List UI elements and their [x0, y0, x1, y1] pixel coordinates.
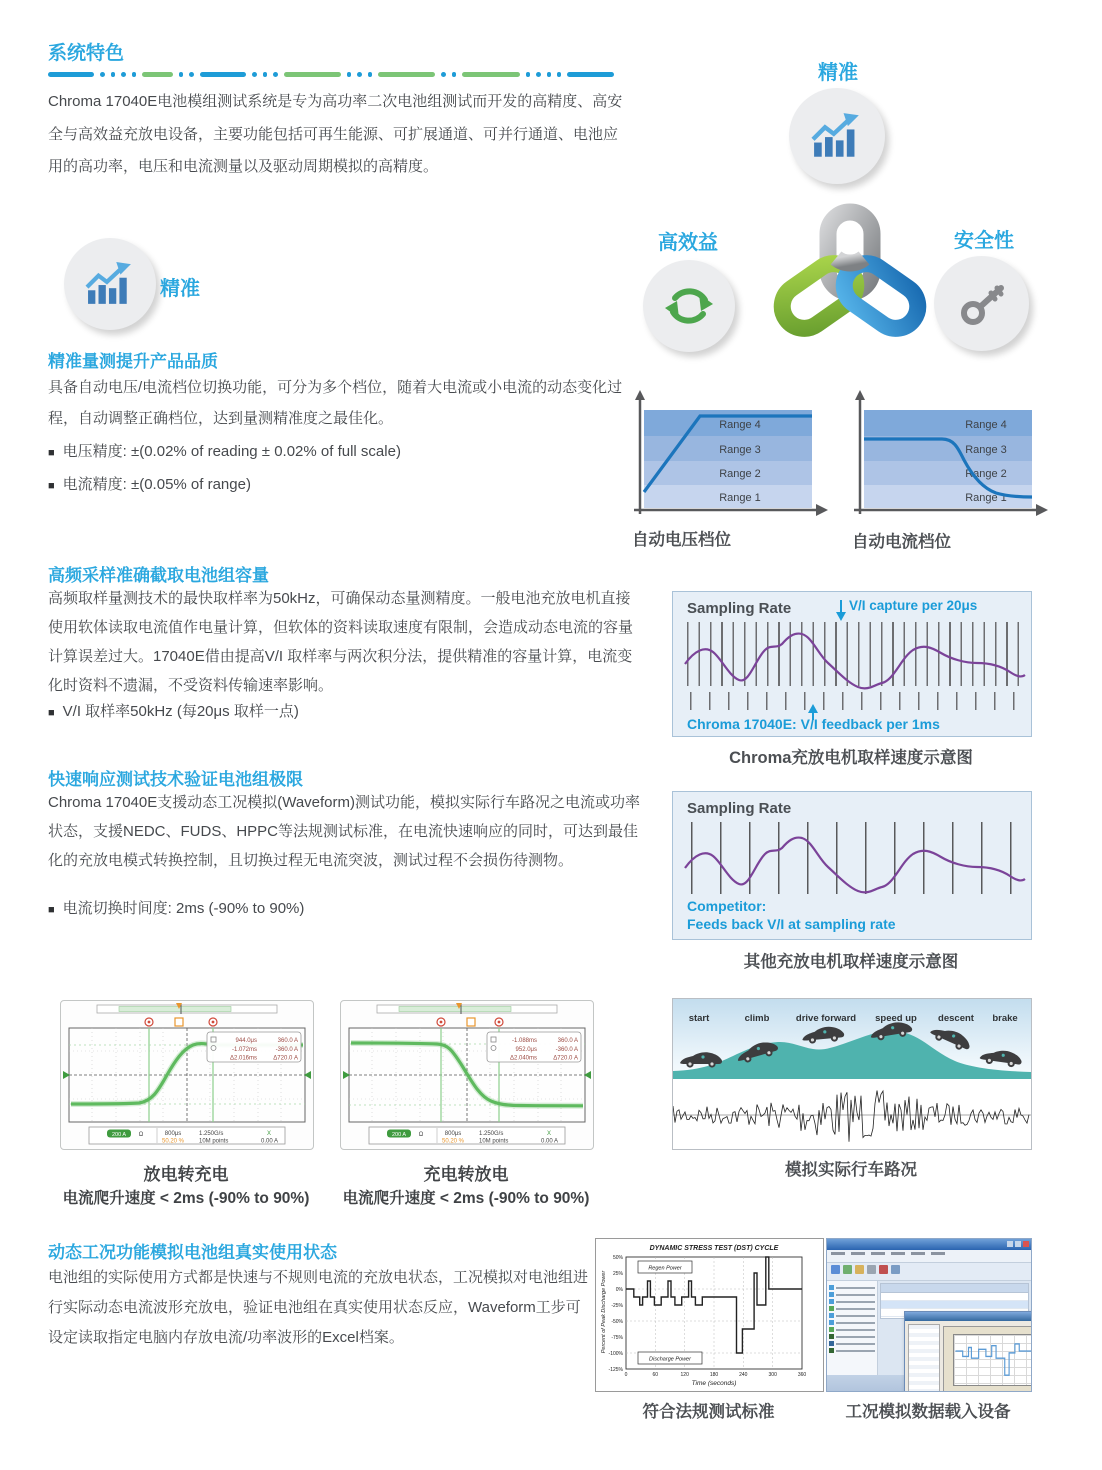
current-noise-signal: [673, 1079, 1031, 1149]
dst-cycle-figure: [595, 1238, 824, 1392]
svg-text:0: 0: [624, 1372, 628, 1378]
svg-text:-1.088ms: -1.088ms: [511, 1038, 537, 1044]
svg-text:Range 3: Range 3: [719, 444, 761, 456]
driving-simulation-figure: [672, 998, 1032, 1150]
svg-text:Ω: Ω: [418, 1131, 424, 1138]
competitor-annotation-1: Competitor:: [687, 898, 767, 914]
svg-text:-125%: -125%: [608, 1367, 623, 1373]
section-title-response: 快速响应测试技术验证电池组极限: [48, 770, 303, 789]
bullet-switch-time: [48, 897, 628, 918]
svg-text:300: 300: [768, 1372, 777, 1378]
bullet-square-icon: ■: [48, 707, 55, 719]
svg-text:50%: 50%: [612, 1255, 623, 1261]
svg-text:-25%: -25%: [611, 1303, 623, 1309]
feedback-annotation: Chroma 17040E: V/I feedback per 1ms: [687, 716, 940, 732]
waveform-dialog: [904, 1311, 1032, 1392]
svg-text:800μs: 800μs: [164, 1131, 182, 1137]
voltage-range-caption: 自动电压档位: [632, 531, 731, 549]
svg-text:-360.0 A: -360.0 A: [555, 1047, 578, 1053]
sampling-rate-label: Sampling Rate: [687, 600, 792, 617]
svg-text:25%: 25%: [612, 1271, 623, 1277]
svg-text:Range 1: Range 1: [719, 492, 761, 504]
capture-annotation: V/I capture per 20μs: [849, 598, 978, 613]
svg-text:50.20 %: 50.20 %: [441, 1138, 465, 1145]
bar-chart-icon: [810, 112, 864, 160]
efficiency-circle: [643, 260, 735, 352]
scope-discharge-to-charge: [60, 1000, 314, 1150]
sampling-wave-overlay: [673, 592, 1031, 736]
bullet-sampling-rate: [48, 700, 628, 721]
svg-text:200 A: 200 A: [111, 1131, 127, 1138]
menu-bar: [827, 1250, 1031, 1263]
competitor-sampling-figure: [672, 791, 1032, 940]
drive-label-speed-up: speed up: [875, 1013, 917, 1024]
drive-label-climb: climb: [744, 1013, 770, 1024]
bullet-voltage-accuracy: [48, 440, 628, 461]
svg-text:-75%: -75%: [611, 1335, 623, 1341]
svg-text:60: 60: [652, 1372, 659, 1378]
svg-text:200 A: 200 A: [391, 1131, 407, 1138]
main-grid-area: [878, 1281, 1031, 1375]
svg-text:952.0μs: 952.0μs: [515, 1047, 537, 1053]
scope1-caption-title: 放电转充电: [143, 1165, 229, 1184]
svg-text:120: 120: [680, 1372, 689, 1378]
key-icon: [954, 276, 1010, 332]
dialog-data-grid: [908, 1324, 940, 1392]
safety-circle: [934, 256, 1029, 351]
sampling-rate-label: Sampling Rate: [687, 800, 792, 817]
dialog-chart-frame: [943, 1326, 1032, 1392]
section-title-sampling: 高频采样准确截取电池组容量: [48, 566, 269, 585]
chroma-sampling-figure: [672, 591, 1032, 737]
svg-text:360: 360: [797, 1372, 807, 1378]
auto-voltage-range-chart: [626, 390, 830, 522]
svg-text:Range 1: Range 1: [965, 492, 1007, 504]
svg-text:Range 2: Range 2: [965, 468, 1007, 480]
bullet-text: 电流切换时间度: 2ms (-90% to 90%): [62, 900, 305, 917]
bullet-square-icon: ■: [48, 447, 55, 459]
drive-label-drive-forward: drive forward: [795, 1013, 857, 1024]
precision-badge-label: 精准: [160, 278, 200, 300]
drive-label-brake: brake: [992, 1013, 1018, 1024]
toolbar: [827, 1263, 1031, 1281]
feature-label-efficiency: 高效益: [658, 232, 718, 254]
svg-text:Percent of Peak Discharge Powe: Percent of Peak Discharge Power: [601, 1270, 607, 1354]
window-titlebar: [827, 1239, 1031, 1250]
drive-label-start: start: [688, 1013, 710, 1024]
recycle-arrows-icon: [661, 278, 717, 334]
chroma-sampling-caption: Chroma充放电机取样速度示意图: [729, 749, 973, 767]
scope1-caption-sub: 电流爬升速度 < 2ms (-90% to 90%): [62, 1190, 310, 1207]
svg-text:Δ720.0 A: Δ720.0 A: [273, 1055, 298, 1062]
svg-text:Time (seconds): Time (seconds): [691, 1380, 737, 1387]
svg-text:0.00 A: 0.00 A: [541, 1138, 559, 1145]
window-body: [827, 1281, 1031, 1375]
svg-text:180: 180: [709, 1372, 719, 1378]
precision-badge-circle: [64, 238, 156, 330]
dialog-step-waveform: [954, 1335, 1032, 1385]
precision-circle: [789, 88, 885, 184]
svg-text:Δ2.016ms: Δ2.016ms: [229, 1055, 257, 1062]
svg-text:1.250G/s: 1.250G/s: [199, 1131, 224, 1137]
decorative-divider: [48, 71, 614, 77]
section-body-sampling: 高频取样量测技术的最快取样率为50kHz，可确保动态量测精度。一般电池充放电机直接使用软体读取电流值作电量计算，但软体的资料读取速度有限制，会造成动态电流的容量计算误差过大。17040E借由提高V/I 取样率与两次积分法，提供精准的容量计算，电流变化时资料不遗漏，不受资料传输速率影响。: [48, 590, 634, 694]
bullet-text: 电压精度: ±(0.02% of reading ± 0.02% of full scale): [62, 443, 401, 460]
intro-paragraph: Chroma 17040E电池模组测试系统是专为高功率二次电池组测试而开发的高精度、高安全与高效益充放电设备，主要功能包括可再生能源、可扩展通道、可并行通道、电池应用的高功率，电压和电流测量以及驱动周期模拟的高精度。: [48, 93, 623, 175]
svg-text:-100%: -100%: [608, 1351, 623, 1357]
svg-text:X: X: [547, 1131, 552, 1137]
svg-text:360.0 A: 360.0 A: [277, 1038, 298, 1044]
minimize-icon: [1007, 1241, 1013, 1247]
current-range-caption: 自动电流档位: [852, 533, 951, 551]
page-title: 系统特色: [48, 43, 125, 64]
svg-text:Δ2.040ms: Δ2.040ms: [509, 1055, 537, 1062]
bullet-text: 电流精度: ±(0.05% of range): [62, 476, 251, 493]
section-title-precision: 精准量测提升产品品质: [48, 352, 218, 371]
svg-text:800μs: 800μs: [444, 1131, 462, 1137]
section-body-waveform: 电池组的实际使用方式都是快速与不规则电流的充放电状态，工况模拟对电池组进行实际动态电流波形充放电，验证电池组在真实使用状态反应，Waveform工步可设定读取指定电脑内存放电流/功率波形的Excel档案。: [48, 1269, 589, 1346]
svg-text:1.250G/s: 1.250G/s: [479, 1131, 504, 1137]
section-title-waveform: 动态工况功能模拟电池组真实使用状态: [48, 1243, 337, 1262]
svg-text:Range 4: Range 4: [965, 419, 1007, 431]
svg-text:Range 3: Range 3: [965, 444, 1007, 456]
svg-text:-50%: -50%: [611, 1319, 623, 1325]
bullet-text: V/I 取样率50kHz (每20μs 取样一点): [62, 703, 299, 720]
svg-text:X: X: [267, 1131, 272, 1137]
bullet-square-icon: ■: [48, 904, 55, 916]
close-icon: [1023, 1241, 1029, 1247]
feature-label-safety: 安全性: [954, 230, 1014, 252]
svg-text:50.20 %: 50.20 %: [161, 1138, 185, 1145]
bullet-square-icon: ■: [48, 480, 55, 492]
competitor-sampling-caption: 其他充放电机取样速度示意图: [743, 953, 959, 971]
hill-and-cars-graphic: [673, 999, 1031, 1079]
svg-text:360.0 A: 360.0 A: [557, 1038, 578, 1044]
feature-label-precision: 精准: [818, 62, 858, 84]
interlocked-rings-graphic: [752, 196, 948, 376]
auto-current-range-chart: [846, 390, 1050, 522]
dst-caption: 符合法规测试标准: [642, 1403, 775, 1421]
svg-text:Discharge Power: Discharge Power: [649, 1356, 691, 1363]
svg-text:Ω: Ω: [138, 1131, 144, 1138]
driving-caption: 模拟实际行车路况: [785, 1161, 917, 1179]
svg-text:-360.0 A: -360.0 A: [275, 1047, 298, 1053]
software-screenshot: [826, 1238, 1032, 1392]
svg-text:0.00 A: 0.00 A: [261, 1138, 279, 1145]
bullet-current-accuracy: [48, 473, 628, 494]
section-body-precision: 具备自动电压/电流档位切换功能，可分为多个档位，随着大电流或小电流的动态变化过程，自动调整正确档位，达到量测精准度之最佳化。: [48, 379, 623, 427]
dialog-plot: [953, 1334, 1032, 1386]
maximize-icon: [1015, 1241, 1021, 1247]
svg-text:DYNAMIC STRESS TEST (DST) CYCL: DYNAMIC STRESS TEST (DST) CYCLE: [649, 1245, 779, 1252]
scope2-caption-title: 充电转放电: [423, 1165, 509, 1184]
bar-chart-icon: [84, 261, 136, 307]
svg-text:Range 2: Range 2: [719, 468, 761, 480]
scope-charge-to-discharge: [340, 1000, 594, 1150]
competitor-annotation-2: Feeds back V/I at sampling rate: [687, 916, 896, 932]
svg-text:Range 4: Range 4: [719, 419, 761, 431]
scope2-caption-sub: 电流爬升速度 < 2ms (-90% to 90%): [342, 1190, 590, 1207]
section-body-response: Chroma 17040E支援动态工况模拟(Waveform)测试功能，模拟实际行车路况之电流或功率状态，支援NEDC、FUDS、HPPC等法规测试标准，在电流快速响应的同时，可达到最佳化的充放电模式转换控制，且切换过程无电流突波，测试过程不会损伤待测物。: [48, 794, 641, 869]
svg-text:0%: 0%: [615, 1287, 623, 1293]
software-caption: 工况模拟数据载入设备: [845, 1403, 1011, 1421]
svg-text:944.0μs: 944.0μs: [235, 1038, 257, 1044]
drive-label-descent: descent: [938, 1013, 974, 1024]
svg-text:240: 240: [739, 1372, 748, 1378]
dialog-titlebar: [905, 1312, 1032, 1321]
svg-text:10M points: 10M points: [199, 1138, 229, 1145]
svg-text:Regen Power: Regen Power: [648, 1265, 682, 1272]
svg-text:-1.072ms: -1.072ms: [231, 1047, 257, 1053]
tree-panel: [827, 1281, 878, 1375]
svg-text:10M points: 10M points: [479, 1138, 509, 1145]
svg-text:Δ720.0 A: Δ720.0 A: [553, 1055, 578, 1062]
